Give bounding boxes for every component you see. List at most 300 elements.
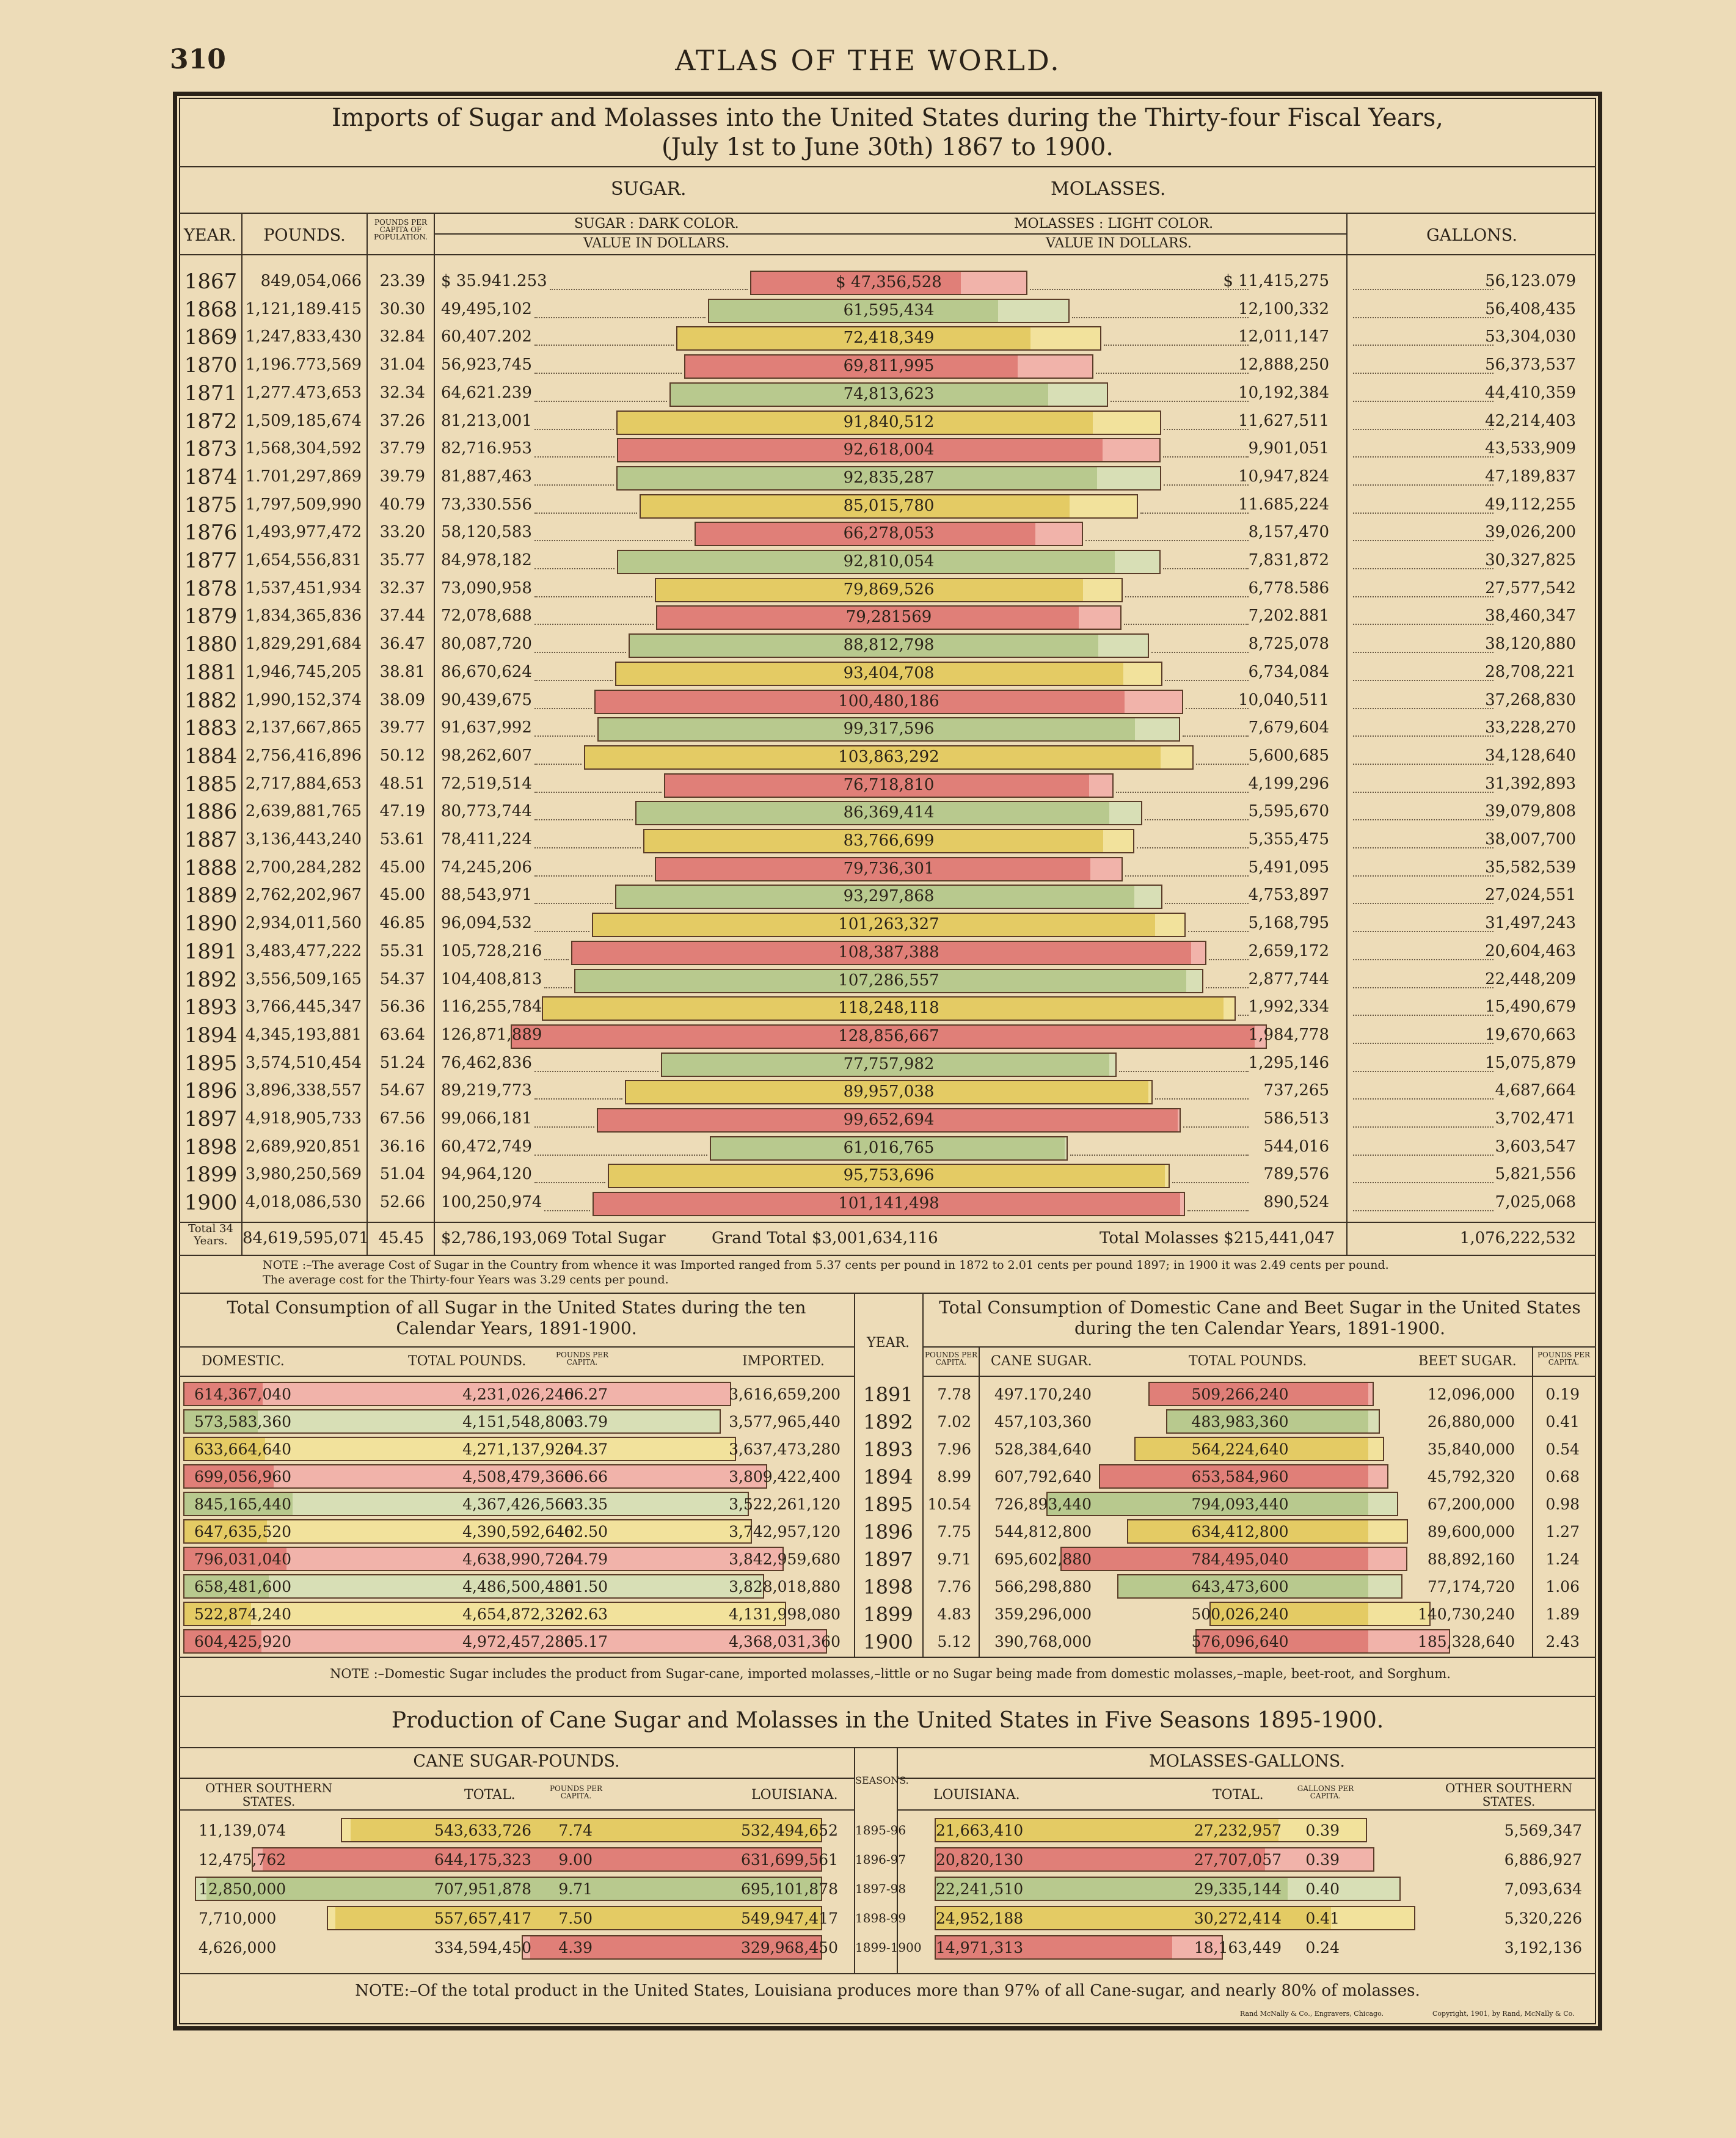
row-year: 1882	[184, 688, 238, 713]
rule	[179, 1809, 854, 1811]
louisiana-sugar-value: 631,699,561	[740, 1851, 838, 1869]
row-year: 1879	[184, 604, 238, 629]
domestic-value: 845,165,440	[194, 1495, 292, 1513]
other-molasses-bar	[1331, 1906, 1415, 1930]
sugar-leader	[534, 931, 589, 932]
cane-value: 544,812,800	[994, 1523, 1092, 1541]
beet-value: 77,174,720	[1427, 1578, 1515, 1596]
cane-total-value: 643,473,600	[1191, 1578, 1289, 1596]
other-sugar-value: 12,475,762	[199, 1851, 286, 1869]
sugar-value-label: 88,543,971	[441, 886, 532, 905]
molasses-value-label: 6,734,084	[1248, 662, 1329, 681]
sugar-value-label: $ 35.941.253	[441, 272, 547, 290]
col-total-mol: TOTAL.	[1213, 1787, 1264, 1803]
grand-total: Grand Total $3,001,634,116	[712, 1229, 938, 1247]
row-ppc: 50.12	[379, 746, 425, 765]
cane-value: 497.170,240	[994, 1385, 1092, 1403]
row-year: 1885	[184, 772, 238, 797]
molasses-value-label: 7,831,872	[1248, 551, 1329, 569]
col-seasons: SEASONS.	[855, 1775, 909, 1786]
molasses-leader	[1164, 484, 1249, 486]
imported-value: 4,368,031,360	[729, 1633, 841, 1651]
col-beet: BEET SUGAR.	[1418, 1354, 1517, 1369]
rule	[179, 1973, 1596, 1974]
beet-ppc-value: 1.24	[1545, 1550, 1580, 1568]
season-label: 1898-99	[855, 1911, 906, 1925]
domestic-value: 614,367,040	[194, 1385, 292, 1403]
beet-ppc-value: 0.98	[1545, 1495, 1580, 1513]
molasses-leader	[1096, 373, 1249, 374]
ppc-value: 64.79	[564, 1550, 608, 1568]
row-year: 1867	[184, 269, 238, 294]
molasses-value-label: 11,627,511	[1238, 411, 1329, 430]
production-title: Production of Cane Sugar and Molasses in the United States in Five Seasons 1895-1900.	[391, 1708, 1384, 1733]
grand-total-label: 88,812,798	[843, 636, 935, 655]
row-ppc: 51.04	[379, 1165, 425, 1184]
season-label: 1897-98	[855, 1881, 906, 1896]
molasses-leader	[1164, 429, 1249, 430]
cane-value: 566,298,880	[994, 1578, 1092, 1596]
row-ppc: 54.37	[379, 969, 425, 988]
consumption-note: NOTE :–Domestic Sugar includes the product from Sugar-cane, imported molasses,–little or no Sugar being made from domestic molasses,–maple, beet-root, and Sorghum.	[330, 1666, 1451, 1681]
main-title-line2: (July 1st to June 30th) 1867 to 1900.	[661, 133, 1114, 161]
gallons-value: 15,490,679	[1485, 998, 1576, 1016]
molasses-value-label: $ 11,415,275	[1223, 272, 1329, 290]
engraver-credit: Rand McNally & Co., Engravers, Chicago.	[1240, 2010, 1384, 2018]
molasses-value-label: 5,595,670	[1248, 802, 1329, 821]
col-total: TOTAL.	[464, 1787, 516, 1803]
total-pounds-value: 4,271,137,920	[462, 1440, 574, 1458]
row-ppc: 32.37	[379, 578, 425, 597]
gallons-value: 31,392,893	[1485, 774, 1576, 793]
row-pounds: 2,700,284,282	[245, 858, 362, 877]
rule	[179, 1255, 1596, 1256]
sugar-leader	[544, 987, 572, 988]
grand-total-label: 107,286,557	[838, 971, 939, 990]
sugar-value-label: 73,330.556	[441, 495, 532, 514]
gallons-value: 38,120,880	[1485, 635, 1576, 654]
col-year: YEAR.	[184, 226, 236, 245]
row-year: 1883	[184, 716, 238, 741]
molasses-value-label: 10,192,384	[1238, 383, 1329, 402]
cons-year: 1893	[863, 1438, 913, 1461]
row-ppc: 36.16	[379, 1137, 425, 1156]
ppc-value: 66.27	[564, 1385, 608, 1403]
sugar-value-label: 72,078,688	[441, 607, 532, 626]
beet-bar	[1368, 1519, 1408, 1544]
cane-ppc-value: 8.99	[937, 1468, 971, 1486]
grand-total-label: 83,766,699	[843, 831, 935, 850]
col-louisiana: LOUISIANA.	[751, 1787, 838, 1803]
molasses-value-label: 2,659,172	[1248, 941, 1329, 960]
row-pounds: 3,766,445,347	[245, 998, 362, 1016]
molasses-value-label: 12,011,147	[1238, 327, 1329, 346]
season-label: 1896-97	[855, 1852, 906, 1867]
sugar-leader	[534, 1182, 605, 1183]
sugar-leader	[534, 1071, 658, 1072]
beet-bar	[1368, 1409, 1380, 1434]
row-ppc: 63.64	[379, 1025, 425, 1044]
gallons-value: 3,702,471	[1495, 1109, 1576, 1128]
molasses-bar	[1048, 382, 1108, 407]
gallons-value: 20,604,463	[1485, 941, 1576, 960]
sugar-total-value: 644,175,323	[434, 1851, 531, 1869]
cane-total-value: 500,026,240	[1191, 1605, 1289, 1623]
imported-value: 3,809,422,400	[729, 1468, 841, 1486]
col-domestic: DOMESTIC.	[202, 1354, 285, 1369]
molasses-leader	[1137, 847, 1249, 848]
molasses-value-label: 12,100,332	[1238, 299, 1329, 318]
sugar-leader	[534, 792, 662, 793]
imported-value: 3,637,473,280	[729, 1440, 841, 1458]
gallons-value: 4,687,664	[1495, 1081, 1576, 1100]
sugar-value-label: 60,472,749	[441, 1137, 532, 1156]
sugar-leader	[534, 680, 613, 681]
sugar-leader	[534, 345, 674, 346]
grand-total-label: 118,248,118	[838, 999, 939, 1018]
molasses-value-label: 2,877,744	[1248, 969, 1329, 988]
row-year: 1876	[184, 520, 238, 545]
beet-ppc-value: 1.27	[1545, 1523, 1580, 1541]
other-molasses-value: 6,886,927	[1504, 1851, 1582, 1869]
rule	[179, 213, 1596, 214]
imported-value: 3,842,959,680	[729, 1550, 841, 1568]
row-ppc: 32.34	[379, 383, 425, 402]
other-molasses-value: 5,320,226	[1504, 1910, 1582, 1927]
sugar-leader	[534, 317, 706, 318]
sugar-value-label: 116,255,784	[441, 998, 542, 1016]
sugar-value-label: 96,094,532	[441, 914, 532, 933]
molasses-leader	[1209, 959, 1249, 960]
col-sugar-color: SUGAR : DARK COLOR.	[574, 216, 739, 232]
gallons-value: 56,373,537	[1485, 356, 1576, 374]
row-year: 1897	[184, 1107, 238, 1131]
grand-total-label: 66,278,053	[843, 524, 935, 543]
molasses-leader	[1183, 735, 1249, 737]
molasses-leader	[1186, 708, 1249, 709]
other-sugar-bar	[327, 1906, 335, 1930]
sugar-leader	[534, 373, 682, 374]
sugar-ppc-value: 4.39	[558, 1939, 593, 1957]
grand-total-label: 92,618,004	[843, 440, 935, 459]
row-pounds: 3,980,250,569	[245, 1165, 362, 1184]
row-pounds: 1,654,556,831	[245, 551, 362, 569]
page-number: 310	[170, 44, 226, 75]
molasses-leader	[1111, 401, 1249, 402]
molasses-bar	[1083, 578, 1123, 602]
molasses-leader	[1165, 680, 1249, 681]
rule	[897, 1778, 1596, 1779]
row-ppc: 39.79	[379, 467, 425, 486]
molasses-value-label: 586,513	[1263, 1109, 1329, 1128]
production-sugar-head: CANE SUGAR-POUNDS.	[413, 1752, 620, 1771]
row-year: 1869	[184, 325, 238, 350]
gpc-value: 0.40	[1305, 1880, 1340, 1898]
cons-year: 1891	[863, 1383, 913, 1406]
total-pounds-value: 4,654,872,320	[462, 1605, 574, 1623]
row-year: 1892	[184, 967, 238, 992]
cons-year: 1898	[863, 1575, 913, 1599]
gallons-value: 22,448,209	[1485, 969, 1576, 988]
total-sugar: $2,786,193,069 Total Sugar	[441, 1229, 666, 1247]
sugar-leader	[544, 1210, 590, 1211]
row-ppc: 23.39	[379, 272, 425, 290]
grand-total-label: 92,810,054	[843, 552, 935, 571]
molasses-value-label: 5,168,795	[1248, 914, 1329, 933]
molasses-bar	[1030, 326, 1101, 351]
row-year: 1884	[184, 743, 238, 768]
cons-year: 1894	[863, 1465, 913, 1489]
row-year: 1900	[184, 1191, 238, 1216]
gallons-value: 37,268,830	[1485, 690, 1576, 709]
sugar-value-label: 90,439,675	[441, 690, 532, 709]
grand-total-label: 89,957,038	[843, 1082, 935, 1101]
beet-ppc-value: 0.68	[1545, 1468, 1580, 1486]
sugar-ppc-value: 7.74	[558, 1822, 593, 1839]
gpc-value: 0.41	[1305, 1910, 1340, 1927]
note-average-cost: NOTE :–The average Cost of Sugar in the Country from whence it was Imported ranged from 5.37 cents per pound in 1872 to 2.01 cents per pound 1897; in 1900 it was 2.49 cents per pound.	[263, 1258, 1389, 1272]
louisiana-molasses-value: 22,241,510	[936, 1880, 1024, 1898]
grand-total-label: 61,016,765	[843, 1138, 935, 1157]
sugar-value-label: 104,408,813	[441, 969, 542, 988]
consumption-left-title1: Total Consumption of all Sugar in the United States during the ten	[227, 1297, 806, 1318]
row-pounds: 1,537,451,934	[245, 578, 362, 597]
molasses-leader	[1070, 1155, 1249, 1156]
row-pounds: 1,247,833,430	[245, 327, 362, 346]
gallons-value: 39,079,808	[1485, 802, 1576, 821]
col-imported: IMPORTED.	[742, 1354, 825, 1369]
gallons-value: 3,603,547	[1495, 1137, 1576, 1156]
row-pounds: 2,934,011,560	[245, 914, 362, 933]
row-pounds: 2,756,416,896	[245, 746, 362, 765]
row-pounds: 3,896,338,557	[245, 1081, 362, 1100]
row-year: 1880	[184, 632, 238, 657]
row-year: 1868	[184, 297, 238, 322]
imported-value: 3,522,261,120	[729, 1495, 841, 1513]
col-beet-ppc: POUNDS PER CAPITA.	[1537, 1351, 1591, 1366]
molasses-bar	[1109, 1053, 1117, 1077]
sugar-value-label: 100,250,974	[441, 1193, 542, 1212]
sugar-value-label: 58,120,583	[441, 523, 532, 542]
grand-total-label: $ 47,356,528	[836, 273, 942, 291]
gallons-value: 47,189,837	[1485, 467, 1576, 486]
molasses-total-value: 29,335,144	[1194, 1880, 1282, 1898]
molasses-bar	[1090, 857, 1123, 881]
beet-value: 35,840,000	[1427, 1440, 1515, 1458]
molasses-value-label: 1,984,778	[1248, 1025, 1329, 1044]
molasses-leader	[1183, 1126, 1249, 1128]
molasses-value-label: 5,491,095	[1248, 858, 1329, 877]
grand-total-label: 79,869,526	[843, 580, 935, 599]
sugar-leader	[534, 540, 692, 541]
row-year: 1890	[184, 911, 238, 936]
gallons-value: 49,112,255	[1485, 495, 1576, 514]
molasses-total-value: 18,163,449	[1194, 1939, 1282, 1957]
row-ppc: 40.79	[379, 495, 425, 514]
cons-year: 1897	[863, 1548, 913, 1571]
molasses-leader	[1124, 624, 1249, 625]
other-sugar-value: 4,626,000	[199, 1939, 277, 1957]
louisiana-sugar-value: 329,968,450	[740, 1939, 838, 1957]
row-pounds: 3,483,477,222	[245, 941, 362, 960]
gpc-value: 0.39	[1305, 1822, 1340, 1839]
row-pounds: 1,196.773,569	[245, 356, 362, 374]
louisiana-sugar-value: 532,494,652	[740, 1822, 838, 1839]
beet-value: 45,792,320	[1427, 1468, 1515, 1486]
sugar-leader	[534, 484, 614, 486]
sugar-value-label: 60,407.202	[441, 327, 532, 346]
grand-total-label: 72,418,349	[843, 329, 935, 348]
sugar-total-value: 334,594,450	[434, 1939, 531, 1957]
cane-ppc-value: 7.78	[937, 1385, 971, 1403]
sugar-leader	[534, 596, 652, 597]
total-molasses: Total Molasses $215,441,047	[1100, 1229, 1335, 1247]
domestic-value: 604,425,920	[194, 1633, 292, 1651]
imported-value: 3,577,965,440	[729, 1413, 841, 1431]
row-pounds: 849,054,066	[260, 272, 362, 290]
gallons-value: 39,026,200	[1485, 523, 1576, 542]
beet-bar	[1368, 1492, 1398, 1516]
col-pounds-per-capita: POUNDS PER CAPITA OF POPULATION.	[374, 218, 428, 241]
row-year: 1891	[184, 939, 238, 964]
molasses-value-label: 4,199,296	[1248, 774, 1329, 793]
molasses-value-label: 890,524	[1263, 1193, 1329, 1212]
gallons-value: 33,228,270	[1485, 718, 1576, 737]
row-year: 1895	[184, 1051, 238, 1076]
sugar-value-label: 81,887,463	[441, 467, 532, 486]
molasses-leader	[1165, 903, 1249, 904]
grand-total-label: 77,757,982	[843, 1054, 935, 1073]
molasses-heading: MOLASSES.	[1051, 178, 1166, 200]
grand-total-label: 91,840,512	[843, 412, 935, 431]
sugar-value-label: 81,213,001	[441, 411, 532, 430]
sugar-value-label: 80,773,744	[441, 802, 532, 821]
sugar-leader	[550, 289, 748, 290]
imported-value: 4,131,998,080	[729, 1605, 841, 1623]
row-year: 1874	[184, 464, 238, 489]
sugar-value-label: 78,411,224	[441, 830, 532, 848]
cane-total-value: 576,096,640	[1191, 1633, 1289, 1651]
cane-value: 457,103,360	[994, 1413, 1092, 1431]
cane-ppc-value: 9.71	[937, 1550, 971, 1568]
cons-year: 1899	[863, 1603, 913, 1626]
cane-ppc-value: 7.75	[937, 1523, 971, 1541]
consumption-right-title2: during the ten Calendar Years, 1891-1900.	[1074, 1318, 1445, 1338]
molasses-leader	[1155, 1098, 1249, 1100]
domestic-value: 647,635,520	[194, 1523, 292, 1541]
row-pounds: 3,136,443,240	[245, 830, 362, 848]
beet-value: 26,880,000	[1427, 1413, 1515, 1431]
grand-total-label: 93,297,868	[843, 887, 935, 906]
row-ppc: 36.47	[379, 635, 425, 654]
beet-bar	[1368, 1574, 1402, 1599]
rule	[367, 213, 368, 1256]
row-pounds: 2,639,881,765	[245, 802, 362, 821]
row-ppc: 33.20	[379, 523, 425, 542]
grand-total-label: 128,856,667	[838, 1026, 939, 1045]
molasses-leader	[1163, 456, 1249, 458]
row-ppc: 67.56	[379, 1109, 425, 1128]
sugar-heading: SUGAR.	[611, 178, 687, 200]
row-ppc: 54.67	[379, 1081, 425, 1100]
sugar-leader	[534, 624, 654, 625]
molasses-value-label: 544,016	[1263, 1137, 1329, 1156]
domestic-value: 633,664,640	[194, 1440, 292, 1458]
grand-total-label: 99,317,596	[843, 720, 935, 739]
cane-value: 528,384,640	[994, 1440, 1092, 1458]
rule	[179, 1778, 854, 1779]
sugar-total-value: 707,951,878	[434, 1880, 531, 1898]
row-year: 1898	[184, 1134, 238, 1159]
row-year: 1886	[184, 800, 238, 825]
grand-total-label: 100,480,186	[838, 691, 939, 710]
row-pounds: 1,568,304,592	[245, 439, 362, 458]
sugar-value-label: 94,964,120	[441, 1165, 532, 1184]
molasses-value-label: 4,753,897	[1248, 886, 1329, 905]
row-ppc: 55.31	[379, 941, 425, 960]
row-year: 1889	[184, 883, 238, 908]
row-pounds: 1,121,189.415	[245, 299, 362, 318]
molasses-value-label: 10,040,511	[1238, 690, 1329, 709]
louisiana-molasses-value: 24,952,188	[936, 1910, 1024, 1927]
cane-total-value: 653,584,960	[1191, 1468, 1289, 1486]
molasses-bar	[1089, 773, 1114, 798]
molasses-leader	[1188, 931, 1249, 932]
molasses-value-label: 8,725,078	[1248, 635, 1329, 654]
production-molasses-head: MOLASSES-GALLONS.	[1149, 1752, 1345, 1771]
col-ppc: POUNDS PER CAPITA.	[555, 1351, 609, 1366]
total-ppc: 45.45	[378, 1229, 424, 1247]
other-sugar-bar	[341, 1818, 351, 1842]
cane-ppc-value: 5.12	[937, 1633, 971, 1651]
rule	[922, 1346, 1596, 1348]
row-ppc: 51.24	[379, 1053, 425, 1072]
molasses-bar	[1065, 1136, 1068, 1161]
rule	[179, 1657, 1596, 1658]
cane-total-value: 634,412,800	[1191, 1523, 1289, 1541]
molasses-leader	[1085, 540, 1249, 541]
consumption-right-title1: Total Consumption of Domestic Cane and Beet Sugar in the United States	[939, 1297, 1581, 1318]
sugar-value-label: 98,262,607	[441, 746, 532, 765]
row-pounds: 1,797,509,990	[245, 495, 362, 514]
row-ppc: 45.00	[379, 858, 425, 877]
imported-value: 3,616,659,200	[729, 1385, 841, 1403]
cane-total-value: 564,224,640	[1191, 1440, 1289, 1458]
copyright-credit: Copyright, 1901, by Rand, McNally & Co.	[1432, 2010, 1575, 2018]
total-pounds-value: 4,151,548,800	[462, 1413, 574, 1431]
molasses-value-label: 5,600,685	[1248, 746, 1329, 765]
row-pounds: 3,574,510,454	[245, 1053, 362, 1072]
ppc-value: 61.50	[564, 1578, 608, 1596]
row-ppc: 35.77	[379, 551, 425, 569]
imported-value: 3,742,957,120	[729, 1523, 841, 1541]
sugar-leader	[534, 903, 613, 904]
col-molasses-value: VALUE IN DOLLARS.	[1046, 236, 1192, 251]
rule	[179, 1696, 1596, 1697]
sugar-leader	[534, 513, 637, 514]
gallons-value: 34,128,640	[1485, 746, 1576, 765]
col-total-pounds-right: TOTAL POUNDS.	[1189, 1354, 1307, 1369]
total-years-label: Total 34 Years.	[188, 1222, 233, 1247]
rule	[922, 1376, 1596, 1377]
total-pounds-value: 4,972,457,280	[462, 1633, 574, 1651]
molasses-leader	[1238, 1015, 1249, 1016]
beet-value: 67,200,000	[1427, 1495, 1515, 1513]
gallons-value: 5,821,556	[1495, 1165, 1576, 1184]
col-total-pounds: TOTAL POUNDS.	[408, 1354, 527, 1369]
row-ppc: 46.85	[379, 914, 425, 933]
gallons-value: 42,214,403	[1485, 411, 1576, 430]
